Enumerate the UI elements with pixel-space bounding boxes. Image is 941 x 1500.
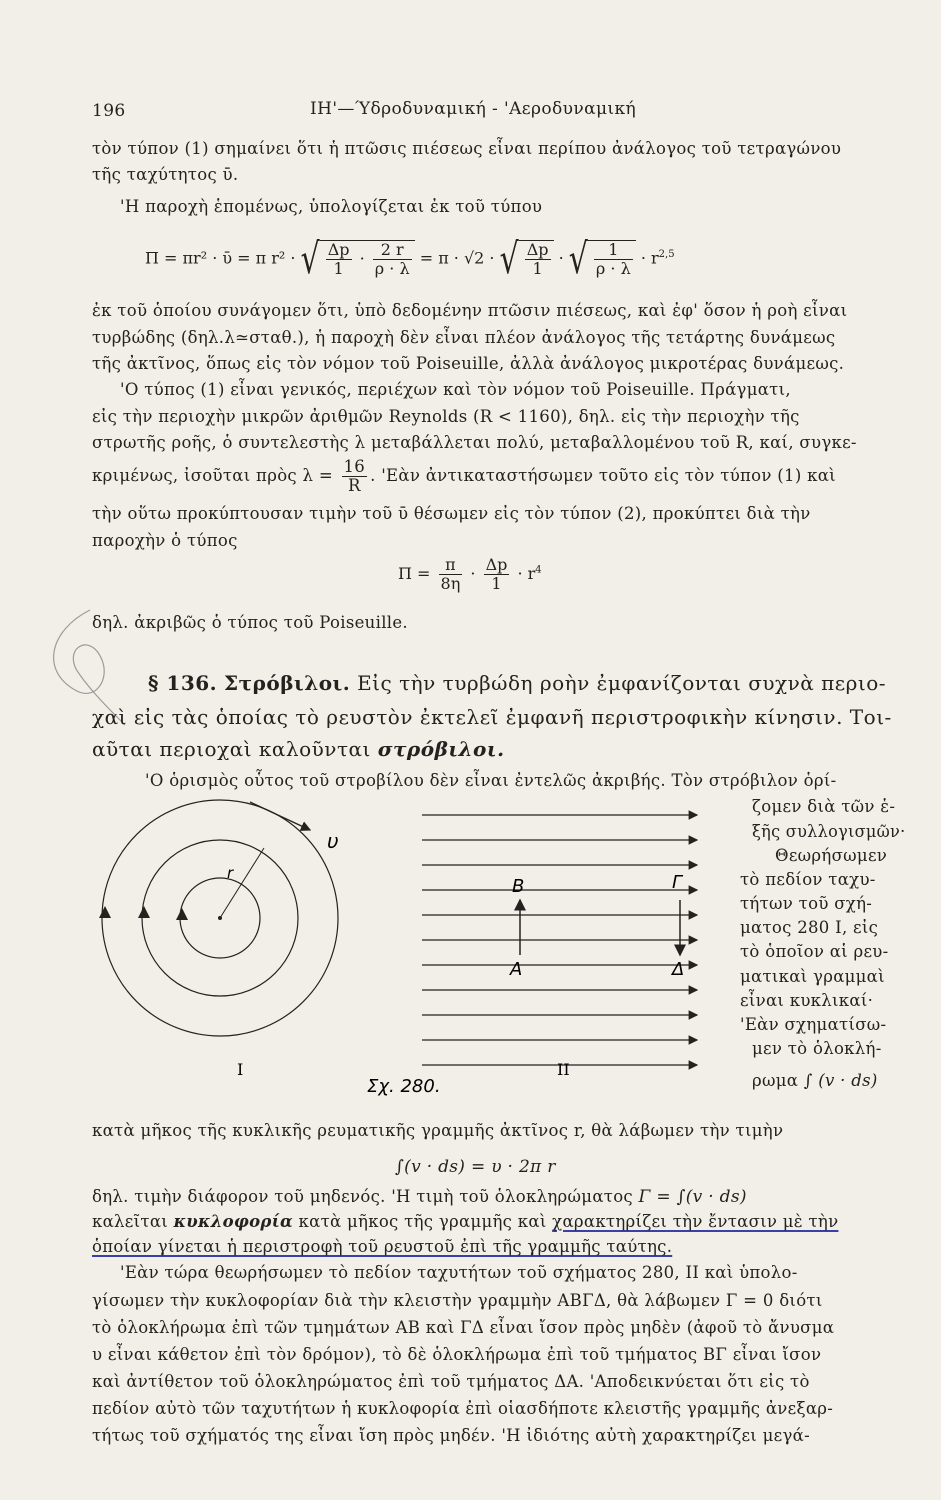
denominator: 1 (491, 574, 502, 593)
term-strobiloi: στρόβιλοι. (377, 737, 505, 761)
numerator: 2 r (373, 241, 412, 260)
side-line: ζομεν διὰ τῶν ἑ- (752, 797, 896, 816)
label-r: r (227, 864, 234, 882)
formula-lhs: Π = πr² · ῡ = π r² · (145, 248, 296, 268)
flow-direction-arrow (99, 906, 111, 918)
text-line (92, 738, 505, 760)
text-fragment: κριμένως, ἰσοῦται πρὸς λ = (92, 466, 333, 485)
text-line: τὸν τύπον (1) σημαίνει ὅτι ἡ πτῶσις πιέσεως εἶναι περίπου ἀνάλογος τοῦ τετραγώνου (92, 139, 842, 158)
fraction (373, 241, 412, 278)
text-line: τῆς ταχύτητος ῡ. (92, 165, 239, 184)
label-v: υ (327, 829, 339, 853)
label-D: Δ (672, 959, 685, 980)
fraction (439, 556, 463, 593)
text-fragment: Εἰς τὴν τυρβώδη ροὴν ἐμφανίζονται συχνὰ περιο- (357, 671, 887, 695)
denominator: R (347, 476, 361, 495)
side-line: τὸ πεδίον ταχυ- (740, 870, 876, 889)
figure-280 (92, 790, 732, 1120)
text-fragment: κατὰ μῆκος τῆς γραμμῆς καὶ (298, 1212, 547, 1231)
numerator: Δp (485, 555, 508, 574)
flow-direction-arrow (176, 908, 188, 920)
side-line: ματικαὶ γραμμαὶ (740, 967, 885, 986)
sqrt-sign: √ (300, 234, 320, 284)
side-line: τὸ ὁποῖον αἱ ρευ- (740, 942, 889, 961)
side-line: Θεωρήσωμεν (775, 846, 888, 865)
flow-direction-arrow (138, 906, 150, 918)
side-line: ξῆς συλλογισμῶν· (752, 822, 906, 841)
text-line: δηλ. ἀκριβῶς ὁ τύπος τοῦ Poiseuille. (92, 613, 408, 632)
text-line: ἐκ τοῦ ὁποίου συνάγομεν ὅτι, ὑπὸ δεδομένην πτῶσιν πιέσεως, καὶ ἐφ' ὅσον ἡ ροὴ εἶναι (92, 301, 848, 320)
sqrt-group: $\frac{\Delta p}{1}$ · $\frac{2 r}{\rho \cdot \lambda}$ (320, 240, 415, 278)
text-fragment: . 'Εὰν ἀντικαταστήσωμεν τοῦτο εἰς τὸν τύπον (1) καὶ (370, 466, 836, 485)
text-line: 'Ο ὁρισμὸς οὗτος τοῦ στροβίλου δὲν εἶναι ἐντελῶς ἀκριβής. Τὸν στρόβιλον ὁρί- (145, 771, 837, 790)
formula-lhs: Π = (398, 564, 431, 583)
side-line: τήτων τοῦ σχή- (740, 894, 873, 913)
text-line: εἰς τὴν περιοχὴν μικρῶν ἀριθμῶν Reynolds (R < 1160), δηλ. εἰς τὴν περιοχὴν τῆς (92, 407, 800, 426)
section-number: § 136. (148, 671, 218, 695)
text-line: χαὶ εἰς τὰς ὁποίας τὸ ρευστὸν ἐκτελεῖ ἐμφανῆ περιστροφικὴν κίνησιν. Τοι- (92, 705, 892, 729)
text-fragment: καλεῖται (92, 1212, 169, 1231)
label-I: I (237, 1060, 244, 1079)
label-B: B (512, 876, 525, 897)
text-line: τὴν οὕτω προκύπτουσαν τιμὴν τοῦ ῡ θέσωμεν εἰς τὸν τύπον (2), προκύπτει διὰ τὴν (92, 504, 811, 523)
fraction (525, 241, 551, 278)
text-line: τυρβώδης (δηλ.λ≃σταθ.), ἡ παροχὴ δὲν εἶναι πλέον ἀνάλογος τῆς τετάρτης δυνάμεως (92, 328, 836, 347)
sqrt-group (588, 240, 636, 278)
text-line-with-fraction (92, 458, 836, 495)
fraction (326, 241, 352, 278)
text-line (92, 1211, 838, 1233)
text-line: πεδίον αὐτὸ τῶν ταχυτήτων ἡ κυκλοφορία ἐπὶ οἱασδήποτε κλειστῆς γραμμῆς ἀνεξαρ- (92, 1399, 834, 1418)
text-line: 'Εὰν τώρα θεωρήσωμεν τὸ πεδίον ταχυτήτων τοῦ σχήματος 280, ΙΙ καὶ ὑπολο- (120, 1263, 798, 1282)
text-line: κατὰ μῆκος τῆς κυκλικῆς ρευματικῆς γραμμῆς ἀκτῖνος r, θὰ λάβωμεν τὴν τιμὴν (92, 1121, 784, 1140)
text-line: τὸ ὁλοκλήρωμα ἐπὶ τῶν τμημάτων ΑΒ καὶ ΓΔ εἶναι ἴσον πρὸς μηδὲν (ἀφοῦ τὸ ἄνυσμα (92, 1318, 835, 1337)
side-line: ματος 280 Ι, εἰς (740, 918, 879, 937)
text-fragment: δηλ. τιμὴν διάφορον τοῦ μηδενός. 'Η τιμὴ τοῦ ὁλοκληρώματος (92, 1187, 633, 1206)
text-fragment: αῦται περιοχαὶ καλοῦνται (92, 737, 371, 761)
numerator: π (439, 556, 463, 575)
sqrt-sign: √ (499, 234, 519, 284)
fraction (342, 458, 368, 495)
numerator: Δp (526, 240, 549, 259)
formula-poiseuille: Π = $\frac{\pi}{8\eta}$ · $\frac{\Delta p}{1}$ · $r^4$ (398, 555, 542, 593)
numerator: 16 (343, 457, 366, 476)
exponent: 2,5 (658, 249, 675, 261)
label-G: Γ (672, 872, 683, 893)
fraction (594, 241, 633, 278)
page-number: 196 (92, 101, 126, 121)
figure-caption: Σχ. 280. (367, 1076, 441, 1097)
text-line (92, 1236, 672, 1258)
text-line: υ εἶναι κάθετον ἐπὶ τὸν δρόμον), τὸ δὲ ὁλοκλήρωμα ἐπὶ τοῦ τμήματος ΒΓ εἶναι ἴσον (92, 1345, 822, 1364)
side-line (752, 1070, 878, 1092)
text-line: 'Ο τύπος (1) εἶναι γενικός, περιέχων καὶ τὸν νόμον τοῦ Poiseuille. Πράγματι, (120, 380, 791, 399)
integral-expression: ∫ (v · ds) (803, 1071, 878, 1090)
velocity-arrow (250, 802, 310, 830)
sqrt-group (519, 240, 554, 278)
formula-tail: · r (640, 248, 659, 268)
formula-circulation-circle: ∫(v · ds) = υ · 2π r (395, 1157, 556, 1177)
fraction (484, 556, 510, 593)
text-line (92, 1186, 747, 1208)
denominator: ρ · λ (374, 259, 410, 278)
label-A: A (510, 959, 523, 980)
denominator: 8η (440, 574, 461, 593)
formula-flow-rate-turbulent: Π = πr² · ῡ = π r² · √ $\frac{\Delta p}{1}$ · $\frac{2 r}{\rho \cdot \lambda}$ = π · √2 · √ $\frac{\Delta p}{1}$ · √ $\frac{1}{\rho \cdot \lambda}$ · $r^{2,5}$ (145, 234, 675, 284)
formula-tail: · r (517, 564, 536, 583)
denominator: 1 (333, 259, 344, 278)
sqrt-sign: √ (568, 234, 588, 284)
denominator: ρ · λ (595, 259, 631, 278)
radius-line (220, 848, 264, 918)
text-fragment: ρωμα (752, 1071, 799, 1090)
numerator: Δp (327, 240, 350, 259)
text-line: γίσωμεν τὴν κυκλοφορίαν διὰ τὴν κλειστὴν γραμμὴν ΑΒΓΔ, θὰ λάβωμεν Γ = 0 διότι (92, 1291, 823, 1310)
underlined-text: χαρακτηρίζει τὴν ἔντασιν μὲ τὴν (552, 1212, 839, 1231)
formula-circulation: Γ = ∫(v · ds) (638, 1187, 747, 1207)
term-kyklophoria: κυκλοφορία (173, 1212, 293, 1231)
exponent: 4 (535, 564, 542, 576)
running-title: ΙΗ'—Ύδροδυναμική - 'Αεροδυναμική (310, 99, 637, 119)
text-line: στρωτῆς ροῆς, ὁ συντελεστὴς λ μεταβάλλεται πολύ, μεταβαλλομένου τοῦ R, καί, συγκε- (92, 433, 857, 452)
text-line: τήτως τοῦ σχήματός της εἶναι ἴση πρὸς μηδέν. 'Η ἰδιότης αὐτὴ χαρακτηρίζει μεγά- (92, 1426, 810, 1445)
side-line: εἶναι κυκλικαί· (740, 991, 874, 1010)
section-heading-line (148, 672, 886, 694)
text-line: 'Η παροχὴ ἑπομένως, ὑπολογίζεται ἐκ τοῦ τύπου (120, 197, 543, 216)
formula-mid: = π · √2 · (419, 248, 495, 268)
section-title: Στρόβιλοι. (224, 671, 351, 695)
side-line: μεν τὸ ὁλοκλή- (752, 1039, 882, 1058)
text-line: παροχὴν ὁ τύπος (92, 531, 238, 550)
numerator: 1 (594, 241, 633, 260)
figure-II-parallel-streamlines (422, 815, 697, 1065)
figure-I-concentric-streamlines (99, 800, 339, 1036)
side-line: 'Εὰν σχηματίσω- (740, 1015, 887, 1034)
text-line: τῆς ἀκτῖνος, ὅπως εἰς τὸν νόμον τοῦ Poiseuille, ἀλλὰ ἀνάλογος μικροτέρας δυνάμεως. (92, 354, 845, 373)
denominator: 1 (532, 259, 543, 278)
text-line: καὶ ἀντίθετον τοῦ ὁλοκληρώματος ἐπὶ τοῦ τμήματος ΔΑ. 'Αποδεικνύεται ὅτι εἰς τὸ (92, 1372, 810, 1391)
underlined-text: ὁποίαν γίνεται ἡ περιστροφὴ τοῦ ρευστοῦ ἐπὶ τῆς γραμμῆς ταύτης. (92, 1237, 673, 1256)
label-II: II (557, 1060, 570, 1079)
